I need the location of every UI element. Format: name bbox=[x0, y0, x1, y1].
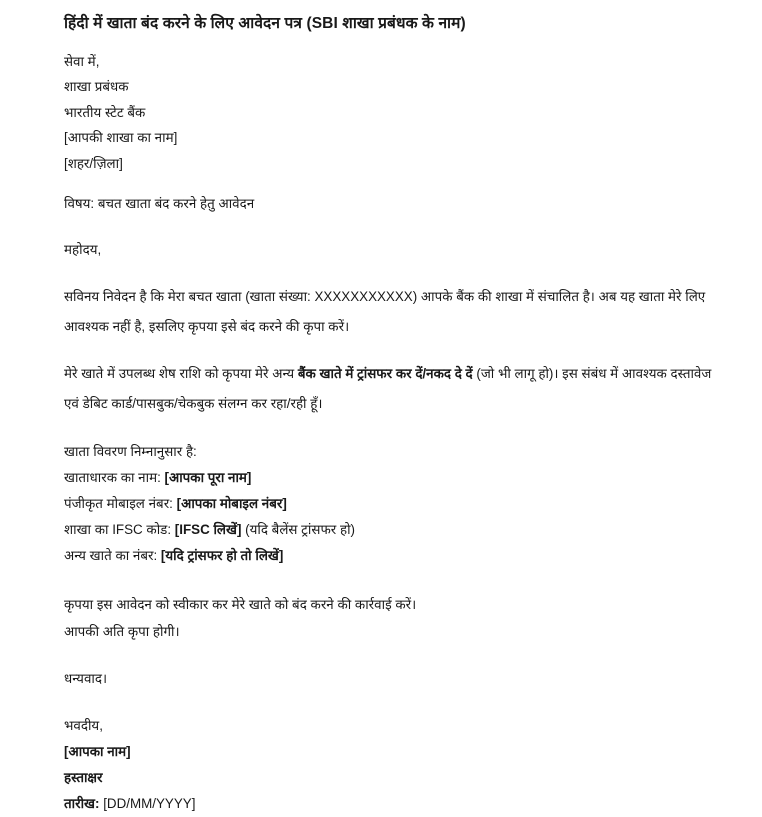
paragraph-2-text-part-2: (जो भी लागू हो)। इस संबंध में आवश्यक दस्तावेज एवं डेबिट कार्ड/पासबुक/चेकबुक संलग्न कर रहा/रही हूँ। bbox=[64, 366, 712, 412]
paragraph-1-text-part-1: सविनय निवेदन है कि मेरा बचत खाता (खाता संख्या: bbox=[64, 289, 315, 305]
signature-label: हस्ताक्षर bbox=[64, 770, 103, 786]
detail-label: अन्य खाते का नंबर: bbox=[64, 548, 161, 564]
address-line-city-placeholder: [शहर/ज़िला] bbox=[64, 155, 123, 171]
detail-row-ifsc-code bbox=[64, 517, 722, 543]
closing-line-request: कृपया इस आवेदन को स्वीकार कर मेरे खाते को बंद करने की कार्रवाई करें। bbox=[64, 597, 417, 613]
paragraph-2-text-part-1: मेरे खाते में उपलब्ध शेष राशि को कृपया मेरे अन्य bbox=[64, 366, 298, 382]
account-number-placeholder: XXXXXXXXXXX bbox=[314, 289, 413, 305]
paragraph-1-text-part-2: ) आपके बैंक की शाखा में संचालित है। अब यह खाता मेरे लिए आवश्यक नहीं है, इसलिए कृपया इसे बंद करने की कृपा करें। bbox=[64, 289, 706, 335]
detail-value-placeholder: [आपका पूरा नाम] bbox=[164, 470, 252, 486]
closing-request-block bbox=[64, 591, 722, 645]
detail-value-placeholder: [आपका मोबाइल नंबर] bbox=[176, 496, 287, 512]
address-line-recipient: शाखा प्रबंधक bbox=[64, 79, 129, 95]
body-paragraph-2 bbox=[64, 359, 722, 419]
signature-date-label: तारीख: bbox=[64, 796, 104, 812]
detail-row-mobile-number bbox=[64, 491, 722, 517]
body-paragraph-1 bbox=[64, 282, 716, 342]
account-details-heading: खाता विवरण निम्नानुसार है: bbox=[64, 444, 197, 460]
signature-date-placeholder: [DD/MM/YYYY] bbox=[103, 796, 196, 812]
detail-row-other-account-number bbox=[64, 543, 722, 569]
salutation: महोदय, bbox=[64, 242, 102, 258]
document-title-parenthetical: (SBI शाखा प्रबंधक के नाम) bbox=[306, 15, 466, 32]
address-line-branch-placeholder: [आपकी शाखा का नाम] bbox=[64, 130, 178, 146]
detail-label: खाताधारक का नाम: bbox=[64, 470, 165, 486]
document-title bbox=[64, 14, 722, 35]
thanks-line: धन्यवाद। bbox=[64, 671, 108, 687]
account-details-block bbox=[64, 439, 722, 569]
detail-label: पंजीकृत मोबाइल नंबर: bbox=[64, 496, 177, 512]
detail-value-placeholder: [IFSC लिखें] bbox=[174, 522, 242, 538]
subject-line: विषय: बचत खाता बंद करने हेतु आवेदन bbox=[64, 196, 255, 212]
signature-name-placeholder: [आपका नाम] bbox=[64, 744, 131, 760]
address-block bbox=[64, 49, 722, 177]
signature-date-row bbox=[64, 791, 722, 817]
detail-row-account-holder-name bbox=[64, 465, 722, 491]
closing-line-gratitude: आपकी अति कृपा होगी। bbox=[64, 624, 180, 640]
detail-label: शाखा का IFSC कोड: bbox=[64, 522, 175, 538]
detail-suffix: (यदि बैलेंस ट्रांसफर हो) bbox=[241, 522, 356, 538]
address-line-to: सेवा में, bbox=[64, 53, 100, 69]
document-title-main: हिंदी में खाता बंद करने के लिए आवेदन पत्र bbox=[64, 15, 303, 32]
paragraph-2-bold-phrase: बैंक खाते में ट्रांसफर कर दें/नकद दे दें bbox=[297, 366, 473, 382]
address-line-bank: भारतीय स्टेट बैंक bbox=[64, 104, 146, 120]
detail-value-placeholder: [यदि ट्रांसफर हो तो लिखें] bbox=[160, 548, 284, 564]
signature-yours-faithfully: भवदीय, bbox=[64, 718, 103, 734]
signature-block bbox=[64, 713, 722, 817]
